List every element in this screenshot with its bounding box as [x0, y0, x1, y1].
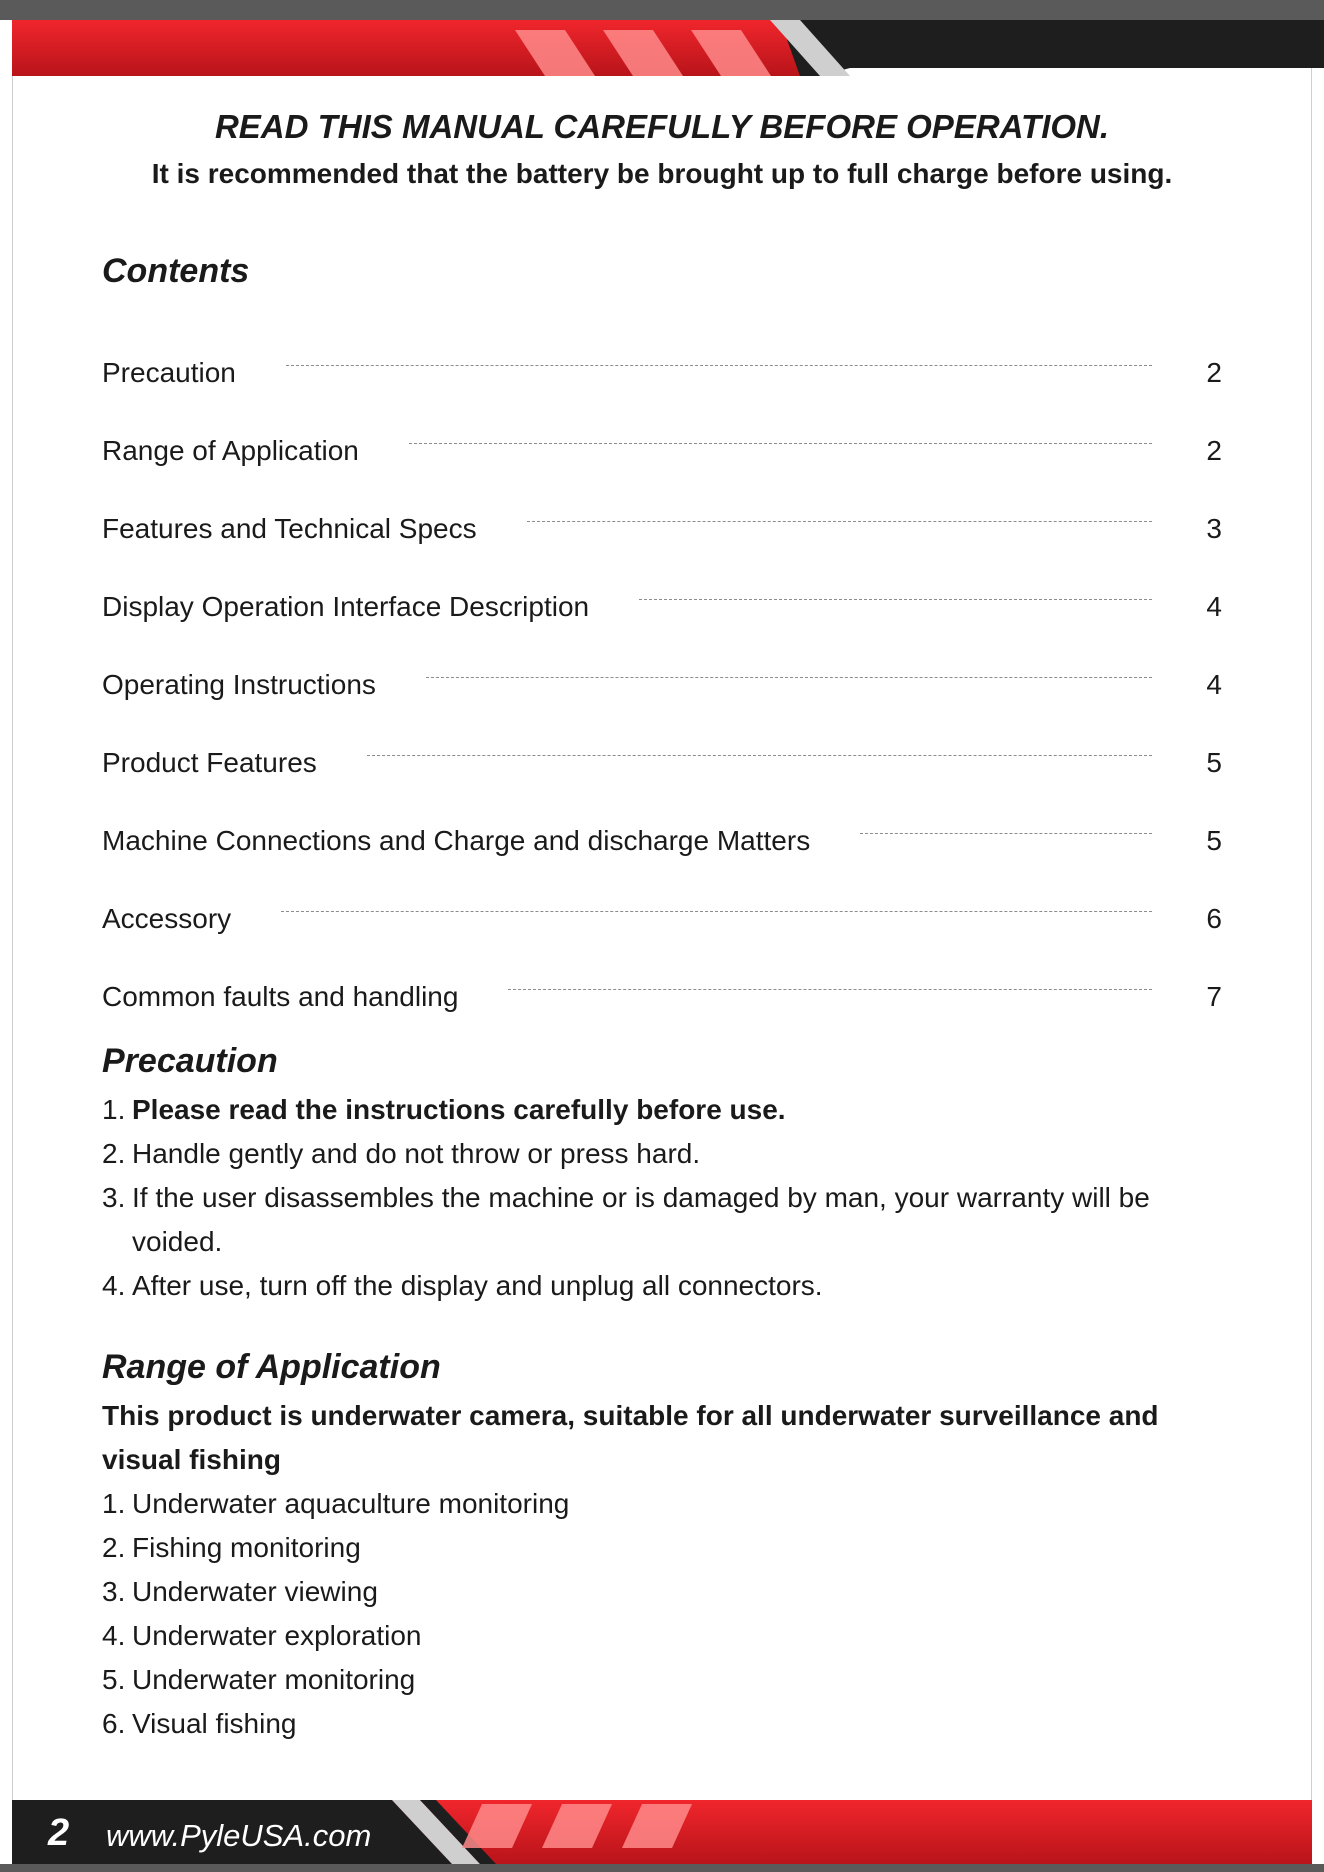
precaution-list — [102, 1088, 1232, 1308]
toc-page-number: 2 — [1206, 435, 1222, 466]
toc-item-title: Range of Application — [102, 435, 359, 466]
toc-row[interactable] — [102, 724, 1222, 802]
toc-row[interactable] — [102, 880, 1222, 958]
manual-warning-title: READ THIS MANUAL CAREFULLY BEFORE OPERATION. — [214, 108, 1110, 145]
toc-row[interactable] — [102, 490, 1222, 568]
toc-page-number: 4 — [1206, 591, 1222, 622]
toc-row[interactable] — [102, 958, 1222, 1036]
list-number: 2. — [102, 1532, 126, 1563]
list-item — [102, 1658, 1232, 1702]
list-text: After use, turn off the display and unplug all connectors. — [132, 1270, 823, 1301]
toc-item-title: Machine Connections and Charge and discharge Matters — [102, 825, 811, 856]
toc-item-title: Product Features — [102, 747, 317, 778]
list-text: Underwater viewing — [132, 1576, 378, 1607]
list-number: 4. — [102, 1620, 126, 1651]
toc-row[interactable] — [102, 646, 1222, 724]
list-text: Underwater monitoring — [132, 1664, 416, 1695]
list-text: If the user disassembles the machine or is damaged by man, your warranty will be voided. — [132, 1182, 1150, 1257]
list-item — [102, 1176, 1232, 1264]
list-number: 6. — [102, 1708, 126, 1739]
list-text: Please read the instructions carefully before use. — [132, 1094, 786, 1125]
list-number: 3. — [102, 1182, 126, 1213]
toc-leader — [527, 521, 1152, 522]
toc-item-title: Operating Instructions — [102, 669, 376, 700]
toc-item-title: Precaution — [102, 357, 236, 388]
contents-heading: Contents — [102, 252, 250, 290]
list-number: 1. — [102, 1488, 126, 1519]
toc-page-number: 5 — [1206, 825, 1222, 856]
toc-leader — [860, 833, 1152, 834]
toc-page-number: 3 — [1206, 513, 1222, 544]
toc-leader — [426, 677, 1152, 678]
toc-page-number: 2 — [1206, 357, 1222, 388]
toc-row[interactable] — [102, 568, 1222, 646]
list-item — [102, 1702, 1232, 1746]
toc-row[interactable] — [102, 412, 1222, 490]
list-item — [102, 1088, 1232, 1132]
toc-leader — [367, 755, 1152, 756]
list-number: 5. — [102, 1664, 126, 1695]
list-number: 2. — [102, 1138, 126, 1169]
list-text: Visual fishing — [132, 1708, 297, 1739]
range-of-application-list — [102, 1394, 1232, 1746]
list-number: 1. — [102, 1094, 126, 1125]
toc-page-number: 5 — [1206, 747, 1222, 778]
list-number: 4. — [102, 1270, 126, 1301]
list-item — [102, 1570, 1232, 1614]
toc-item-title: Features and Technical Specs — [102, 513, 477, 544]
precaution-heading: Precaution — [102, 1042, 278, 1080]
battery-charge-note: It is recommended that the battery be brought up to full charge before using. — [151, 158, 1173, 189]
top-banner — [0, 0, 1324, 80]
list-text: Fishing monitoring — [132, 1532, 361, 1563]
toc-row[interactable] — [102, 802, 1222, 880]
toc-leader — [281, 911, 1152, 912]
toc-leader — [508, 989, 1152, 990]
list-number: 3. — [102, 1576, 126, 1607]
toc-leader — [639, 599, 1152, 600]
toc-page-number: 4 — [1206, 669, 1222, 700]
list-text: Handle gently and do not throw or press hard. — [132, 1138, 701, 1169]
footer-page-number: 2 — [48, 1812, 70, 1854]
toc-page-number: 6 — [1206, 903, 1222, 934]
list-item — [102, 1264, 1232, 1308]
toc-item-title: Common faults and handling — [102, 981, 459, 1012]
range-of-application-heading: Range of Application — [102, 1348, 441, 1386]
range-intro: This product is underwater camera, suitable for all underwater surveillance and visual fishing — [102, 1400, 1159, 1475]
toc-page-number: 7 — [1206, 981, 1222, 1012]
list-text: Underwater exploration — [132, 1620, 422, 1651]
table-of-contents — [102, 334, 1222, 1036]
list-item — [102, 1132, 1232, 1176]
toc-row[interactable] — [102, 334, 1222, 412]
list-item — [102, 1482, 1232, 1526]
toc-leader — [286, 365, 1152, 366]
list-item — [102, 1526, 1232, 1570]
toc-item-title: Accessory — [102, 903, 232, 934]
list-text: Underwater aquaculture monitoring — [132, 1488, 570, 1519]
toc-leader — [409, 443, 1152, 444]
toc-item-title: Display Operation Interface Description — [102, 591, 590, 622]
list-item — [102, 1614, 1232, 1658]
footer-website-link[interactable]: www.PyleUSA.com — [106, 1818, 372, 1853]
